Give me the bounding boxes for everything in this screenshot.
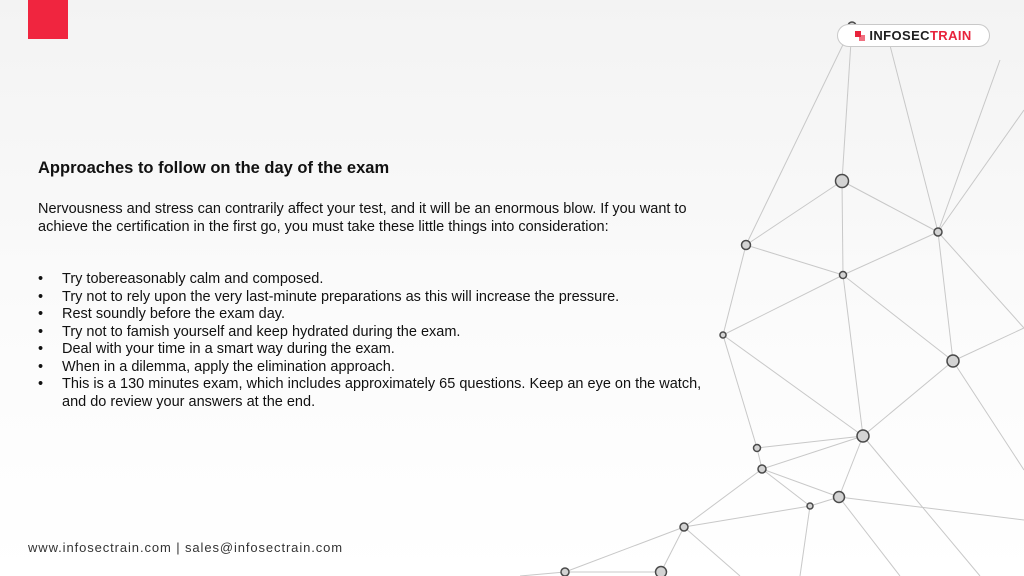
tip-item	[38, 376, 718, 411]
tip-text: This is a 130 minutes exam, which includes approximately 65 questions. Keep an eye on the watch, and do review your answers at the end.	[62, 376, 702, 410]
bullet-dot: •	[38, 358, 44, 375]
tip-text: Rest soundly before the exam day.	[62, 306, 285, 322]
tip-item	[38, 271, 718, 289]
tip-item	[38, 324, 718, 342]
tip-text: Try tobereasonably calm and composed.	[62, 271, 324, 287]
bullet-dot: •	[38, 271, 44, 287]
tips-list	[38, 271, 718, 411]
tip-item	[38, 341, 718, 359]
tip-item	[38, 306, 718, 324]
bullet-dot: •	[38, 376, 44, 392]
footer-contact: www.infosectrain.com | sales@infosectrain.com	[28, 540, 344, 555]
tip-text: Try not to famish yourself and keep hydrated during the exam.	[62, 323, 461, 340]
bullet-dot: •	[38, 288, 44, 305]
tip-text: Try not to rely upon the very last-minute preparations as this will increase the pressure.	[62, 288, 620, 305]
tip-text: When in a dilemma, apply the elimination approach.	[62, 358, 395, 375]
tip-item	[38, 289, 718, 307]
tip-text: Deal with your time in a smart way during the exam.	[62, 341, 395, 357]
bullet-dot: •	[38, 341, 44, 357]
bullet-dot: •	[38, 306, 44, 322]
logo-mark-icon	[855, 31, 865, 41]
brand-name-part2: TRAIN	[929, 28, 972, 43]
tip-item	[38, 359, 718, 377]
bullet-dot: •	[38, 323, 44, 340]
brand-name	[869, 28, 971, 43]
intro-paragraph: Nervousness and stress can contrarily affect your test, and it will be an enormous blow. If you want to achieve the certification in the first go, you must take these little things into consideration:	[38, 201, 687, 235]
brand-name-part1: INFOSEC	[869, 28, 930, 43]
page-title: Approaches to follow on the day of the exam	[38, 159, 390, 177]
brand-logo	[837, 24, 990, 47]
